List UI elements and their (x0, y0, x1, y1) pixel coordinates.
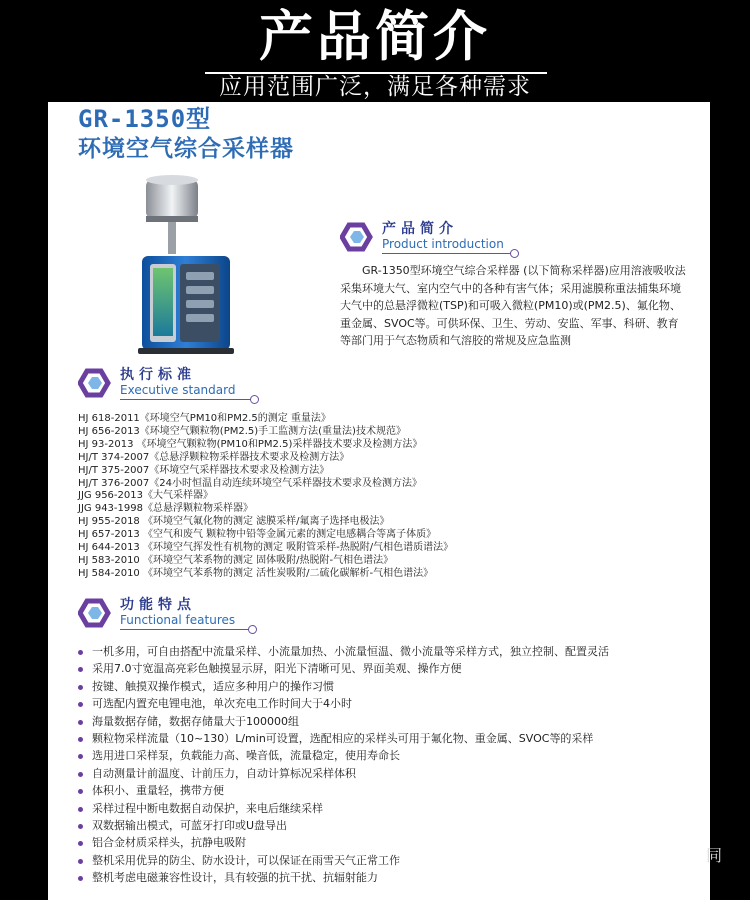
feature-item (78, 713, 609, 730)
bullet-icon (78, 754, 83, 759)
feature-item (78, 765, 609, 782)
standard-item: HJ 656-2013《环境空气颗粒物(PM2.5)手工监测方法(重量法)技术规范》 (78, 425, 406, 437)
standard-item: HJ/T 374-2007《总悬浮颗粒物采样器技术要求及检测方法》 (78, 451, 350, 463)
feature-text: 体积小、重量轻，携带方便 (92, 784, 224, 798)
feature-item (78, 695, 609, 712)
bullet-icon (78, 720, 83, 725)
feature-text: 采用7.0寸宽温高亮彩色触摸显示屏，阳光下清晰可见、界面美观、操作方便 (92, 662, 462, 676)
bullet-icon (78, 859, 83, 864)
feature-text: 按键、触摸双操作模式，适应多种用户的操作习惯 (92, 679, 334, 693)
feature-text: 整机采用优异的防尘、防水设计，可以保证在雨雪天气正常工作 (92, 853, 400, 867)
feature-text: 一机多用，可自由搭配中流量采样、小流量加热、小流量恒温、微小流量等采样方式，独立控制、配置灵活 (92, 645, 609, 658)
feature-text: 自动测量计前温度、计前压力，自动计算标况采样体积 (92, 766, 356, 780)
features-heading-en: Functional features (120, 613, 236, 627)
feature-item (78, 869, 609, 886)
features-heading-cn: 功能特点 (120, 597, 196, 613)
features-list (78, 643, 609, 887)
feature-item (78, 643, 609, 660)
feature-text: 采样过程中断电数据自动保护，来电后继续采样 (92, 801, 323, 815)
watermark-text: 同 (705, 846, 722, 865)
page-title: 产品简介 (259, 5, 491, 68)
sampler-device-image (134, 172, 234, 357)
standard-item: HJ 93-2013 《环境空气颗粒物(PM10和PM2.5)采样器技术要求及检测方法》 (78, 438, 423, 450)
feature-item (78, 800, 609, 817)
bullet-icon (78, 650, 83, 655)
standards-list (78, 413, 453, 581)
standards-heading-cn: 执行标准 (120, 367, 196, 383)
feature-text: 双数据输出模式，可蓝牙打印或U盘导出 (92, 819, 288, 833)
hexagon-logo-icon (78, 368, 116, 398)
standard-item: HJ 583-2010 《环境空气苯系物的测定 固体吸附/热脱附-气相色谱法》 (78, 554, 394, 566)
intro-heading-cn: 产品简介 (382, 221, 458, 237)
standards-heading-en: Executive standard (120, 383, 236, 397)
standard-item: HJ 955-2018 《环境空气氟化物的测定 滤膜采样/氟离子选择电极法》 (78, 516, 390, 528)
bullet-icon (78, 685, 83, 690)
features-heading (78, 596, 260, 632)
standard-item: JJG 943-1998《总悬浮颗粒物采样器》 (78, 503, 253, 515)
product-name: 环境空气综合采样器 (78, 136, 294, 162)
product-card (48, 102, 710, 900)
standards-heading (78, 366, 260, 402)
standard-item: HJ 584-2010 《环境空气苯系物的测定 活性炭吸附/二硫化碳解析-气相色谱法》 (78, 567, 434, 579)
hexagon-logo-icon (340, 222, 378, 252)
intro-heading (340, 220, 520, 256)
bullet-icon (78, 737, 83, 742)
feature-item (78, 747, 609, 764)
bullet-icon (78, 876, 83, 881)
standard-item: HJ 657-2013 《空气和废气 颗粒物中铅等金属元素的测定电感耦合等离子体质》 (78, 529, 437, 541)
feature-item (78, 834, 609, 851)
bullet-icon (78, 702, 83, 707)
feature-item (78, 782, 609, 799)
page-subtitle: 应用范围广泛，满足各种需求 (219, 74, 531, 100)
feature-text: 选用进口采样泵，负载能力高、噪音低，流量稳定，使用寿命长 (92, 749, 400, 763)
bullet-icon (78, 824, 83, 829)
standard-item: HJ 618-2011《环境空气PM10和PM2.5的测定 重量法》 (78, 413, 331, 424)
product-model: GR-1350型 (78, 105, 212, 133)
intro-heading-en: Product introduction (382, 237, 504, 251)
standard-item: HJ/T 376-2007《24小时恒温自动连续环境空气采样器技术要求及检测方法》 (78, 477, 422, 489)
feature-item (78, 817, 609, 834)
feature-text: 可选配内置充电锂电池，单次充电工作时间大于4小时 (92, 697, 352, 711)
feature-item (78, 660, 609, 677)
feature-text: 整机考虑电磁兼容性设计，具有较强的抗干扰、抗辐射能力 (92, 871, 378, 885)
feature-text: 颗粒物采样流量（10~130）L/min可设置，选配相应的采样头可用于氟化物、重金属、SVOC等的采样 (92, 732, 594, 746)
feature-text: 铝合金材质采样头，抗静电吸附 (92, 836, 246, 850)
hexagon-logo-icon (78, 598, 116, 628)
intro-text: GR-1350型环境空气综合采样器 (以下简称采样器)应用溶液吸收法采集环境大气、室内空气中的各种有害气体；采用滤膜称重法捕集环境大气中的总悬浮微粒(TSP)和可吸入微粒(PM10)或(PM2.5)、氟化物、重金属、SVOC等。可供环保、卫生、劳动、安监、军事、科研、教育等部门用于气态物质和气溶胶的常规及应急监测 (340, 264, 686, 348)
feature-text: 海量数据存储，数据存储量大于100000组 (92, 714, 299, 728)
bullet-icon (78, 772, 83, 777)
bullet-icon (78, 789, 83, 794)
standard-item: JJG 956-2013《大气采样器》 (78, 490, 213, 502)
bullet-icon (78, 667, 83, 672)
bullet-icon (78, 807, 83, 812)
standard-item: HJ/T 375-2007《环境空气采样器技术要求及检测方法》 (78, 464, 330, 476)
feature-item (78, 678, 609, 695)
feature-item (78, 852, 609, 869)
feature-item (78, 730, 609, 747)
standard-item: HJ 644-2013 《环境空气挥发性有机物的测定 吸附管采样-热脱附/气相色谱质谱法》 (78, 542, 454, 554)
bullet-icon (78, 841, 83, 846)
